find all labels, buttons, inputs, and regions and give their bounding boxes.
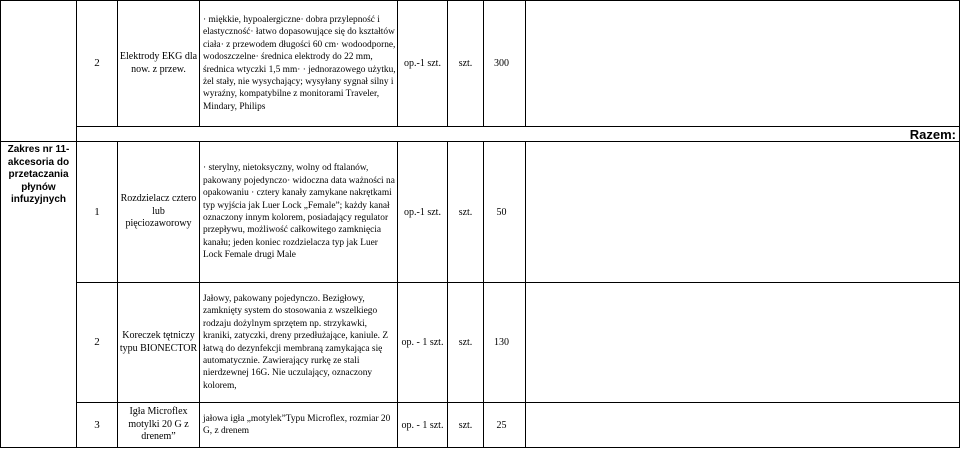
filler-cell [526, 403, 960, 448]
table-row [1, 1, 960, 127]
row-number: 3 [77, 403, 118, 448]
item-description: · sterylny, nietoksyczny, wolny od ftalanów, pakowany pojedynczo· widoczna data ważności na opakowaniu · cztery kanały zamykane nakrętkami typ wyjścia jak Luer Lock „Female”; każdy kanał oznaczony innym kolorem, posiadający regulator przepływu, możliwość całkowitego zamknięcia kanału; jeden koniec rozdzielacza typ jak Luer Lock Female drugi Male [200, 142, 398, 283]
item-packaging: op. - 1 szt. [398, 283, 448, 403]
empty-cell [484, 127, 526, 142]
item-packaging: op.-1 szt. [398, 142, 448, 283]
item-unit: szt. [448, 283, 484, 403]
row-number: 2 [77, 283, 118, 403]
item-unit: szt. [448, 1, 484, 127]
table-row [1, 283, 960, 403]
item-description: · miękkie, hypoalergiczne· dobra przylepność i elastyczność· łatwo dopasowujące się do kształtów ciała· z przewodem długości 60 cm· wodoodporne, wodoszczelne· średnica elektrody do 22 mm, średnica wtyczki 1,5 mm· · jednorazowego użytku, żel stały, nie wysychający; wysyłany sygnał silny i wyraźny, kompatybilne z monitorami Traveler, Mindary, Philips [200, 1, 398, 127]
item-quantity: 300 [484, 1, 526, 127]
item-packaging: op. - 1 szt. [398, 403, 448, 448]
item-name: Rozdzielacz cztero lub pięciozaworowy [118, 142, 200, 283]
item-name: Elektrody EKG dla now. z przew. [118, 1, 200, 127]
empty-cell [118, 127, 200, 142]
section-cell-empty [1, 1, 77, 127]
filler-cell [526, 1, 960, 127]
item-quantity: 130 [484, 283, 526, 403]
section-title: Zakres nr 11- akcesoria do przetaczania płynów infuzyjnych [1, 142, 77, 448]
item-name: Igła Microflex motylki 20 G z drenem” [118, 403, 200, 448]
item-packaging: op.-1 szt. [398, 1, 448, 127]
section-cell-empty [1, 127, 77, 142]
empty-cell [200, 127, 398, 142]
empty-cell [77, 127, 118, 142]
item-unit: szt. [448, 142, 484, 283]
item-quantity: 50 [484, 142, 526, 283]
item-name: Koreczek tętniczy typu BIONECTOR [118, 283, 200, 403]
filler-cell [526, 283, 960, 403]
empty-cell [448, 127, 484, 142]
item-description: jałowa igła „motylek”Typu Microflex, rozmiar 20 G, z drenem [200, 403, 398, 448]
table-row [1, 142, 960, 283]
item-description: Jałowy, pakowany pojedynczo. Bezigłowy, zamknięty system do stosowania z wszelkiego rodzaju dożylnym sprzętem np. strzykawki, kraniki, zatyczki, dreny przedłużające, kaniule. Z łatwą do dezynfekcji membraną zamykająca się automatycznie. Zawierający rurkę ze stali nierdzewnej 16G. Nie uczulający, oznaczony kolorem, [200, 283, 398, 403]
empty-cell [398, 127, 448, 142]
table-row [1, 403, 960, 448]
row-number: 2 [77, 1, 118, 127]
item-quantity: 25 [484, 403, 526, 448]
row-number: 1 [77, 142, 118, 283]
table-row [1, 127, 960, 142]
filler-cell [526, 142, 960, 283]
total-label: Razem: [526, 127, 960, 142]
item-unit: szt. [448, 403, 484, 448]
